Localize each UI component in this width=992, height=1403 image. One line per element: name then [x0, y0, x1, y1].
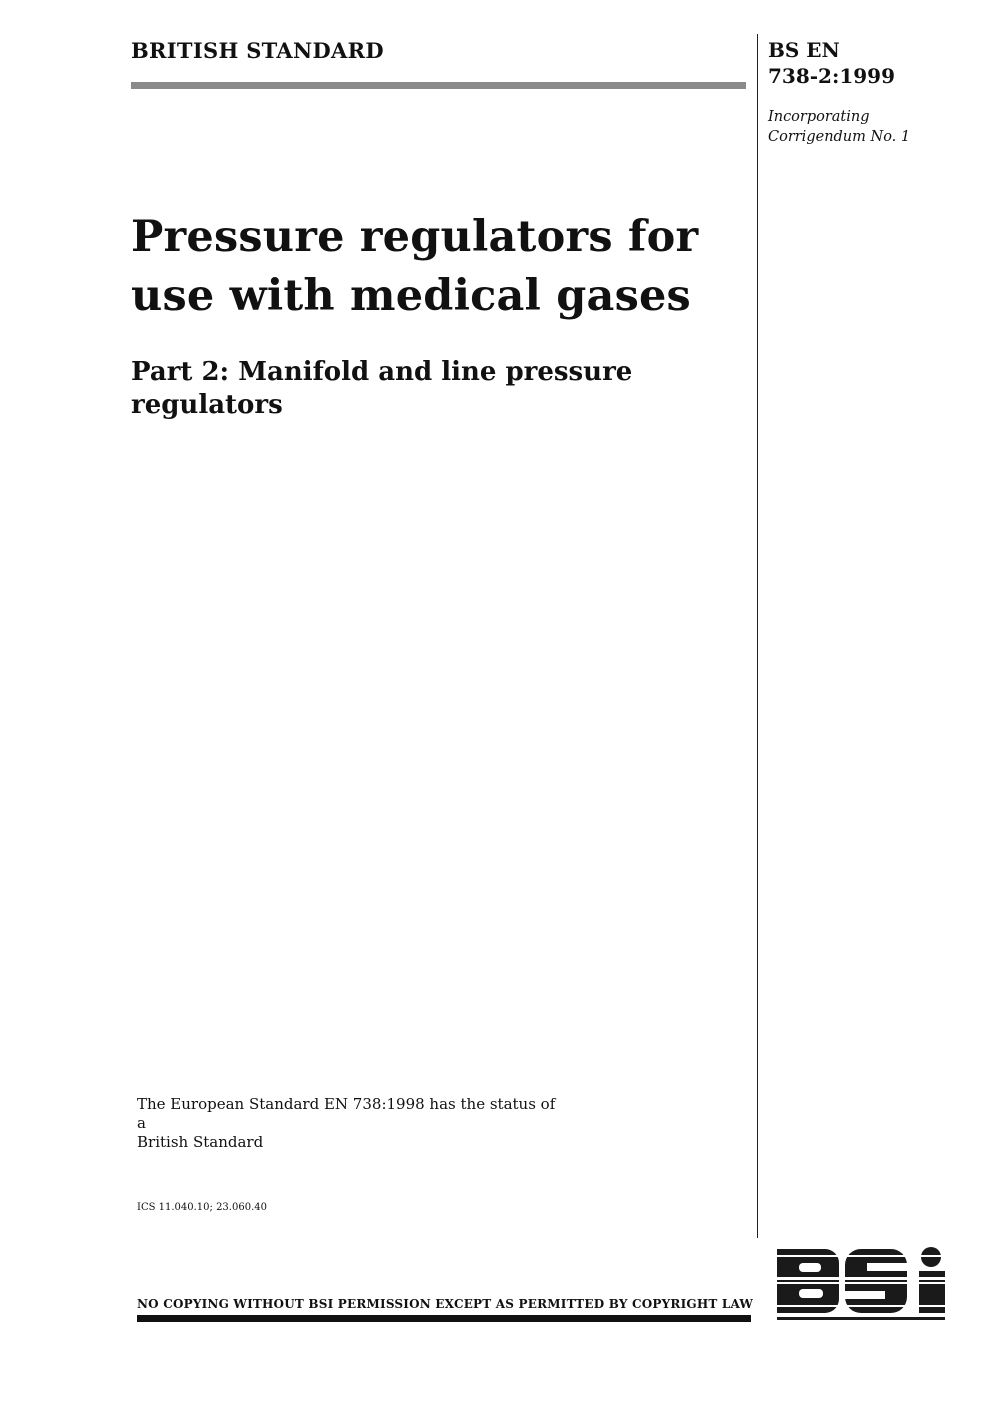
- title-line1: Pressure regulators for: [131, 212, 699, 262]
- status-statement: [137, 1095, 557, 1152]
- title-line2: use with medical gases: [131, 271, 691, 321]
- ics-codes: ICS 11.040.10; 23.060.40: [137, 1202, 267, 1213]
- corrigendum-line2: Corrigendum No. 1: [768, 129, 911, 145]
- corrigendum-note: [768, 107, 910, 147]
- bsi-logo-icon: [773, 1243, 949, 1322]
- header-label: BRITISH STANDARD: [131, 38, 384, 63]
- document-title: [131, 208, 741, 326]
- document-subtitle: [131, 356, 741, 422]
- status-line2: British Standard: [137, 1133, 264, 1151]
- subtitle-line1: Part 2: Manifold and line pressure: [131, 357, 633, 387]
- standard-number-line2: 738-2:1999: [768, 64, 896, 88]
- standard-number-line1: BS EN: [768, 38, 840, 62]
- copyright-notice: NO COPYING WITHOUT BSI PERMISSION EXCEPT AS PERMITTED BY COPYRIGHT LAW: [137, 1297, 754, 1311]
- status-line1: The European Standard EN 738:1998 has the status of a: [137, 1095, 556, 1132]
- footer-rule: [137, 1315, 751, 1322]
- vertical-divider: [757, 34, 758, 1238]
- corrigendum-line1: Incorporating: [768, 109, 870, 125]
- subtitle-line2: regulators: [131, 390, 283, 420]
- header-rule: [131, 82, 746, 89]
- standard-number: [768, 37, 895, 89]
